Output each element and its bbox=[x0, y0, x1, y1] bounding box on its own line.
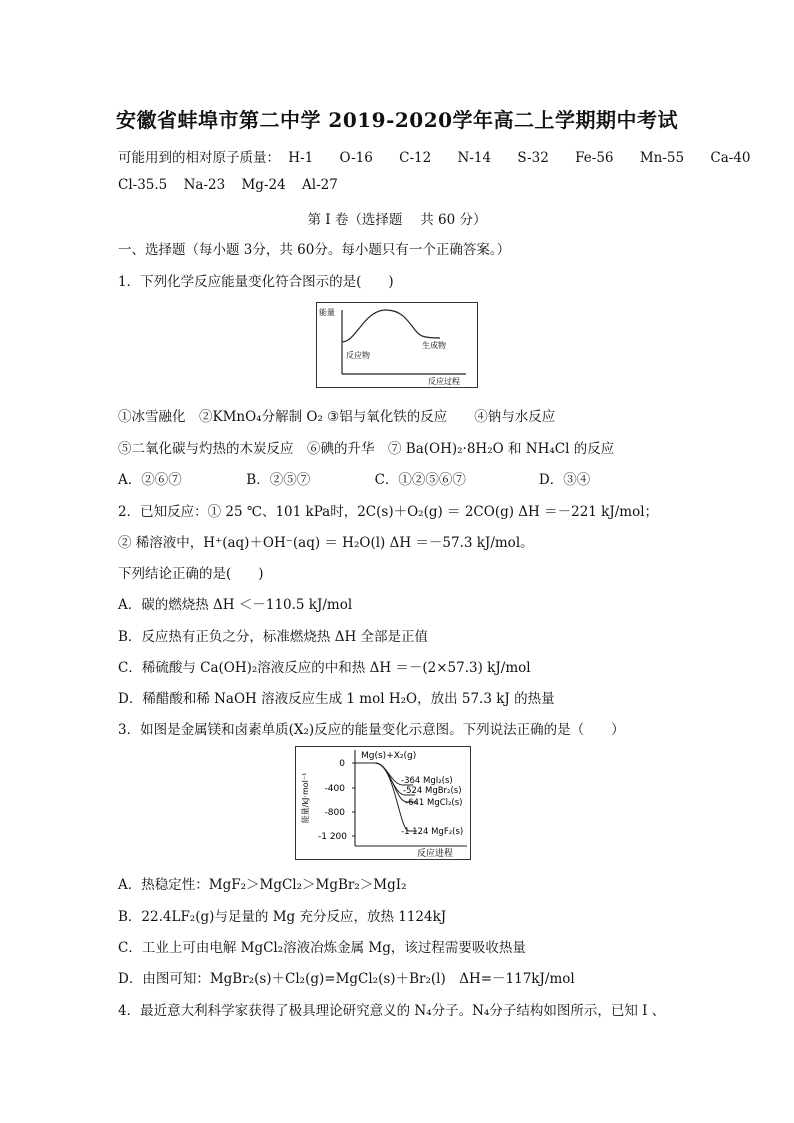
q1-option-d[interactable]: D．③④ bbox=[538, 472, 591, 488]
q1-option-c[interactable]: C．①②⑤⑥⑦ bbox=[374, 472, 466, 488]
atomic-mass: S-32 bbox=[517, 150, 549, 166]
atomic-masses-row1 bbox=[118, 146, 773, 166]
q3-option-c[interactable]: C．工业上可由电解 MgCl₂溶液冶炼金属 Mg，该过程需要吸收热量 bbox=[118, 940, 526, 956]
q2-option-d[interactable]: D．稀醋酸和稀 NaOH 溶液反应生成 1 mol H₂O，放出 57.3 kJ 的热量 bbox=[118, 691, 555, 707]
q4-stem: 4．最近意大利科学家获得了极具理论研究意义的 N₄分子。N₄分子结构如图所示，已知 I 、 bbox=[118, 1003, 666, 1019]
q1-items-line1: ①冰雪融化 ②KMnO₄分解制 O₂ ③铝与氧化铁的反应 ④钠与水反应 bbox=[118, 409, 556, 425]
curve-label-mgi2: -364 MgI₂(s) bbox=[401, 776, 453, 786]
part-title: 一、选择题（每小题 3分，共 60分。每小题只有一个正确答案。） bbox=[118, 242, 511, 258]
q3-energy-diagram bbox=[295, 746, 471, 860]
q3-stem: 3．如图是金属镁和卤素单质(X₂)反应的能量变化示意图。下列说法正确的是（ ） bbox=[118, 722, 625, 738]
q1-stem: 1．下列化学反应能量变化符合图示的是( ) bbox=[118, 274, 394, 290]
q1-product-label: 生成物 bbox=[422, 341, 446, 350]
q1-energy-diagram bbox=[316, 302, 478, 388]
atomic-mass: Mn-55 bbox=[639, 150, 685, 166]
q1-reactant-label: 反应物 bbox=[346, 351, 370, 360]
atomic-mass: Cl-35.5 bbox=[118, 177, 168, 193]
atomic-mass: N-14 bbox=[457, 150, 492, 166]
q2-stem-2: ② 稀溶液中，H⁺(aq)＋OH⁻(aq) ＝ H₂O(l) ΔH ＝－57.3 kJ/mol。 bbox=[118, 535, 534, 551]
curve-label-mgf2: -1 124 MgF₂(s) bbox=[401, 827, 464, 837]
atomic-mass: O-16 bbox=[339, 150, 373, 166]
q1-option-b[interactable]: B．②⑤⑦ bbox=[246, 472, 311, 488]
atomic-masses-row2 bbox=[118, 177, 360, 193]
q2-option-a[interactable]: A．碳的燃烧热 ΔH ＜－110.5 kJ/mol bbox=[118, 597, 353, 613]
q3-option-b[interactable]: B．22.4LF₂(g)与足量的 Mg 充分反应，放热 1124kJ bbox=[118, 909, 447, 925]
curve-label-mgcl2: -641 MgCl₂(s) bbox=[405, 798, 463, 808]
atomic-mass: Al-27 bbox=[302, 177, 338, 193]
atomic-mass: C-12 bbox=[399, 150, 432, 166]
atomic-mass: H-1 bbox=[288, 150, 314, 166]
q1-option-a[interactable]: A．②⑥⑦ bbox=[118, 472, 182, 488]
exam-title: 安徽省蚌埠市第二中学 2019-2020学年高二上学期期中考试 bbox=[115, 108, 679, 132]
atomic-masses-label: 可能用到的相对原子质量： bbox=[118, 150, 280, 166]
q3-ylabel: 能量/kJ·mol⁻¹ bbox=[301, 772, 310, 824]
ytick-label: 0 bbox=[339, 759, 345, 769]
q2-option-b[interactable]: B．反应热有正负之分，标准燃烧热 ΔH 全部是正值 bbox=[118, 629, 429, 645]
ytick-label: -400 bbox=[324, 784, 345, 794]
volume-title: 第 I 卷（选择题 共 60 分） bbox=[307, 212, 487, 228]
atomic-mass: Ca-40 bbox=[710, 150, 751, 166]
q3-xlabel: 反应进程 bbox=[416, 849, 454, 859]
q3-option-a[interactable]: A．热稳定性：MgF₂＞MgCl₂＞MgBr₂＞MgI₂ bbox=[118, 877, 407, 893]
q2-stem-3: 下列结论正确的是( ) bbox=[118, 566, 264, 582]
q1-options bbox=[118, 468, 590, 488]
atomic-mass: Mg-24 bbox=[241, 177, 286, 193]
q1-items-line2: ⑤二氧化碳与灼热的木炭反应 ⑥碘的升华 ⑦ Ba(OH)₂·8H₂O 和 NH₄Cl 的反应 bbox=[118, 441, 615, 457]
atomic-mass: Na-23 bbox=[183, 177, 226, 193]
q3-top-label: Mg(s)+X₂(g) bbox=[361, 751, 417, 761]
q1-ylabel: 能量 bbox=[319, 308, 335, 317]
curve-label-mgbr2: -524 MgBr₂(s) bbox=[403, 786, 462, 796]
ytick-label: -800 bbox=[324, 808, 345, 818]
atomic-mass: Fe-56 bbox=[575, 150, 614, 166]
ytick-label: -1 200 bbox=[317, 832, 347, 842]
q1-xlabel: 反应过程 bbox=[428, 377, 460, 386]
q2-option-c[interactable]: C．稀硫酸与 Ca(OH)₂溶液反应的中和热 ΔH ＝－(2×57.3) kJ/mol bbox=[118, 660, 531, 676]
q2-stem-1: 2．已知反应：① 25 ℃、101 kPa时，2C(s)＋O₂(g) ＝ 2CO(g) ΔH ＝－221 kJ/mol； bbox=[118, 504, 659, 520]
q3-option-d[interactable]: D．由图可知：MgBr₂(s)＋Cl₂(g)=MgCl₂(s)＋Br₂(l) ΔH=－117kJ/mol bbox=[118, 971, 575, 987]
